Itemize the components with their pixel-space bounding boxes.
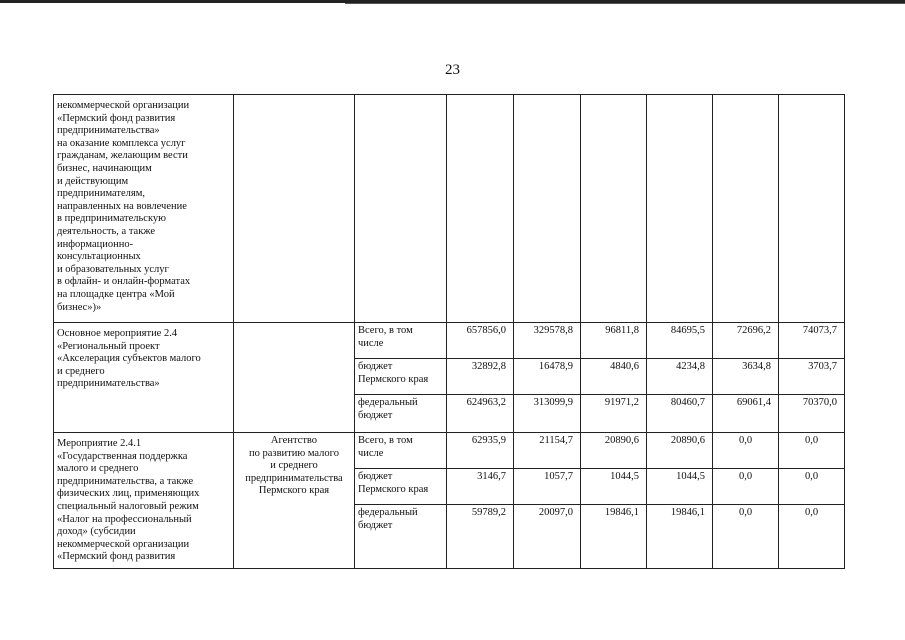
- activity-name-cell: [54, 433, 234, 569]
- value-cell: [713, 395, 779, 433]
- value-text: 72696,2: [736, 325, 771, 336]
- value-cell: [779, 323, 845, 359]
- table-row: [54, 323, 845, 359]
- budget-table: [53, 94, 845, 569]
- value-cell: [447, 395, 514, 433]
- executor-text: [234, 323, 354, 327]
- scan-top-border-secondary: [345, 3, 905, 4]
- value-text: 0,0: [804, 435, 819, 446]
- value-cell: [779, 95, 845, 323]
- value-cell: [779, 505, 845, 569]
- value-text: 16478,9: [538, 361, 573, 372]
- value-cell: [779, 469, 845, 505]
- value-text: 96811,8: [605, 325, 639, 336]
- value-text: 80460,7: [670, 397, 705, 408]
- value-cell: [514, 433, 581, 469]
- value-cell: [581, 95, 647, 323]
- value-text: 74073,7: [802, 325, 837, 336]
- value-cell: [514, 469, 581, 505]
- value-cell: [581, 395, 647, 433]
- activity-name-text: Основное мероприятие 2.4 «Региональный проект «Акселерация субъектов малого и среднего предпринимательства»: [57, 328, 201, 390]
- value-cell: [581, 323, 647, 359]
- value-text: 59789,2: [471, 507, 506, 518]
- value-text: 329578,8: [533, 325, 573, 336]
- value-text: 20890,6: [604, 435, 639, 446]
- executor-text: Агентство по развитию малого и среднего предпринимательства Пермского края: [245, 435, 343, 497]
- activity-name-text: Мероприятие 2.4.1 «Государственная поддержка малого и среднего предпринимательства, а также физических лиц, применяющих специальный налоговый режим «Налог на профессиональный доход» (субсидии некоммерческой организации «Пермский фонд развития: [57, 438, 200, 563]
- value-cell: [713, 433, 779, 469]
- value-cell: [514, 359, 581, 395]
- value-cell: [514, 95, 581, 323]
- value-cell: [447, 469, 514, 505]
- value-text: 21154,7: [539, 435, 573, 446]
- source-text: Всего, в том числе: [358, 435, 413, 459]
- executor-cell: [234, 323, 355, 433]
- value-cell: [713, 359, 779, 395]
- table-row-continuation: [54, 95, 845, 323]
- value-text: 0,0: [738, 471, 753, 482]
- source-cell: [355, 505, 447, 569]
- value-cell: [779, 359, 845, 395]
- value-cell: [713, 95, 779, 323]
- value-text: 3634,8: [742, 361, 771, 372]
- value-cell: [581, 505, 647, 569]
- value-cell: [447, 359, 514, 395]
- value-cell: [647, 433, 713, 469]
- value-cell: [581, 469, 647, 505]
- value-cell: [647, 395, 713, 433]
- source-cell: [355, 395, 447, 433]
- value-cell: [713, 323, 779, 359]
- value-text: 3703,7: [808, 361, 837, 372]
- value-text: 1044,5: [676, 471, 705, 482]
- value-cell: [581, 359, 647, 395]
- value-text: 624963,2: [466, 397, 506, 408]
- value-cell: [713, 469, 779, 505]
- source-cell: [355, 359, 447, 395]
- value-cell: [647, 323, 713, 359]
- value-cell: [647, 505, 713, 569]
- value-text: 19846,1: [604, 507, 639, 518]
- value-cell: [779, 433, 845, 469]
- value-text: 0,0: [738, 435, 753, 446]
- page-number: 23: [445, 62, 460, 78]
- source-text: федеральный бюджет: [358, 397, 418, 421]
- value-text: 69061,4: [736, 397, 771, 408]
- value-text: 19846,1: [670, 507, 705, 518]
- value-text: 1057,7: [544, 471, 573, 482]
- source-cell: [355, 95, 447, 323]
- source-cell: [355, 469, 447, 505]
- value-text: 91971,2: [604, 397, 639, 408]
- executor-cell: [234, 433, 355, 569]
- table-row: [54, 433, 845, 469]
- value-cell: [514, 505, 581, 569]
- value-text: 4840,6: [610, 361, 639, 372]
- executor-cell: [234, 95, 355, 323]
- activity-name-text: некоммерческой организации «Пермский фонд развития предпринимательства» на оказание комплекса услуг гражданам, желающим вести бизнес, начинающим и действующим предпринимателям, направленных на вовлечение в предпринимательскую деятельность, а также информационно- консультационных и образовательных услуг в офлайн- и онлайн-форматах на площадке центра «Мой бизнес»)»: [57, 100, 191, 313]
- source-text: бюджет Пермского края: [358, 361, 429, 385]
- value-text: 20890,6: [670, 435, 705, 446]
- value-text: 32892,8: [471, 361, 506, 372]
- value-cell: [647, 469, 713, 505]
- value-cell: [581, 433, 647, 469]
- value-cell: [447, 433, 514, 469]
- value-text: 3146,7: [477, 471, 506, 482]
- value-text: 657856,0: [466, 325, 506, 336]
- value-text: 70370,0: [802, 397, 837, 408]
- value-cell: [647, 359, 713, 395]
- activity-name-cell: [54, 95, 234, 323]
- value-cell: [514, 395, 581, 433]
- value-cell: [647, 95, 713, 323]
- value-text: 1044,5: [610, 471, 639, 482]
- value-text: 84695,5: [670, 325, 705, 336]
- value-cell: [447, 505, 514, 569]
- value-cell: [447, 95, 514, 323]
- activity-name-cell: [54, 323, 234, 433]
- source-text: Всего, в том числе: [358, 325, 413, 349]
- value-text: 20097,0: [538, 507, 573, 518]
- value-text: 0,0: [804, 471, 819, 482]
- value-cell: [779, 395, 845, 433]
- source-cell: [355, 433, 447, 469]
- value-cell: [447, 323, 514, 359]
- value-text: 62935,9: [471, 435, 506, 446]
- source-text: бюджет Пермского края: [358, 471, 429, 495]
- value-text: 4234,8: [676, 361, 705, 372]
- value-cell: [713, 505, 779, 569]
- value-text: 313099,9: [533, 397, 573, 408]
- value-text: 0,0: [738, 507, 753, 518]
- source-text: федеральный бюджет: [358, 507, 418, 531]
- value-cell: [514, 323, 581, 359]
- source-cell: [355, 323, 447, 359]
- value-text: 0,0: [804, 507, 819, 518]
